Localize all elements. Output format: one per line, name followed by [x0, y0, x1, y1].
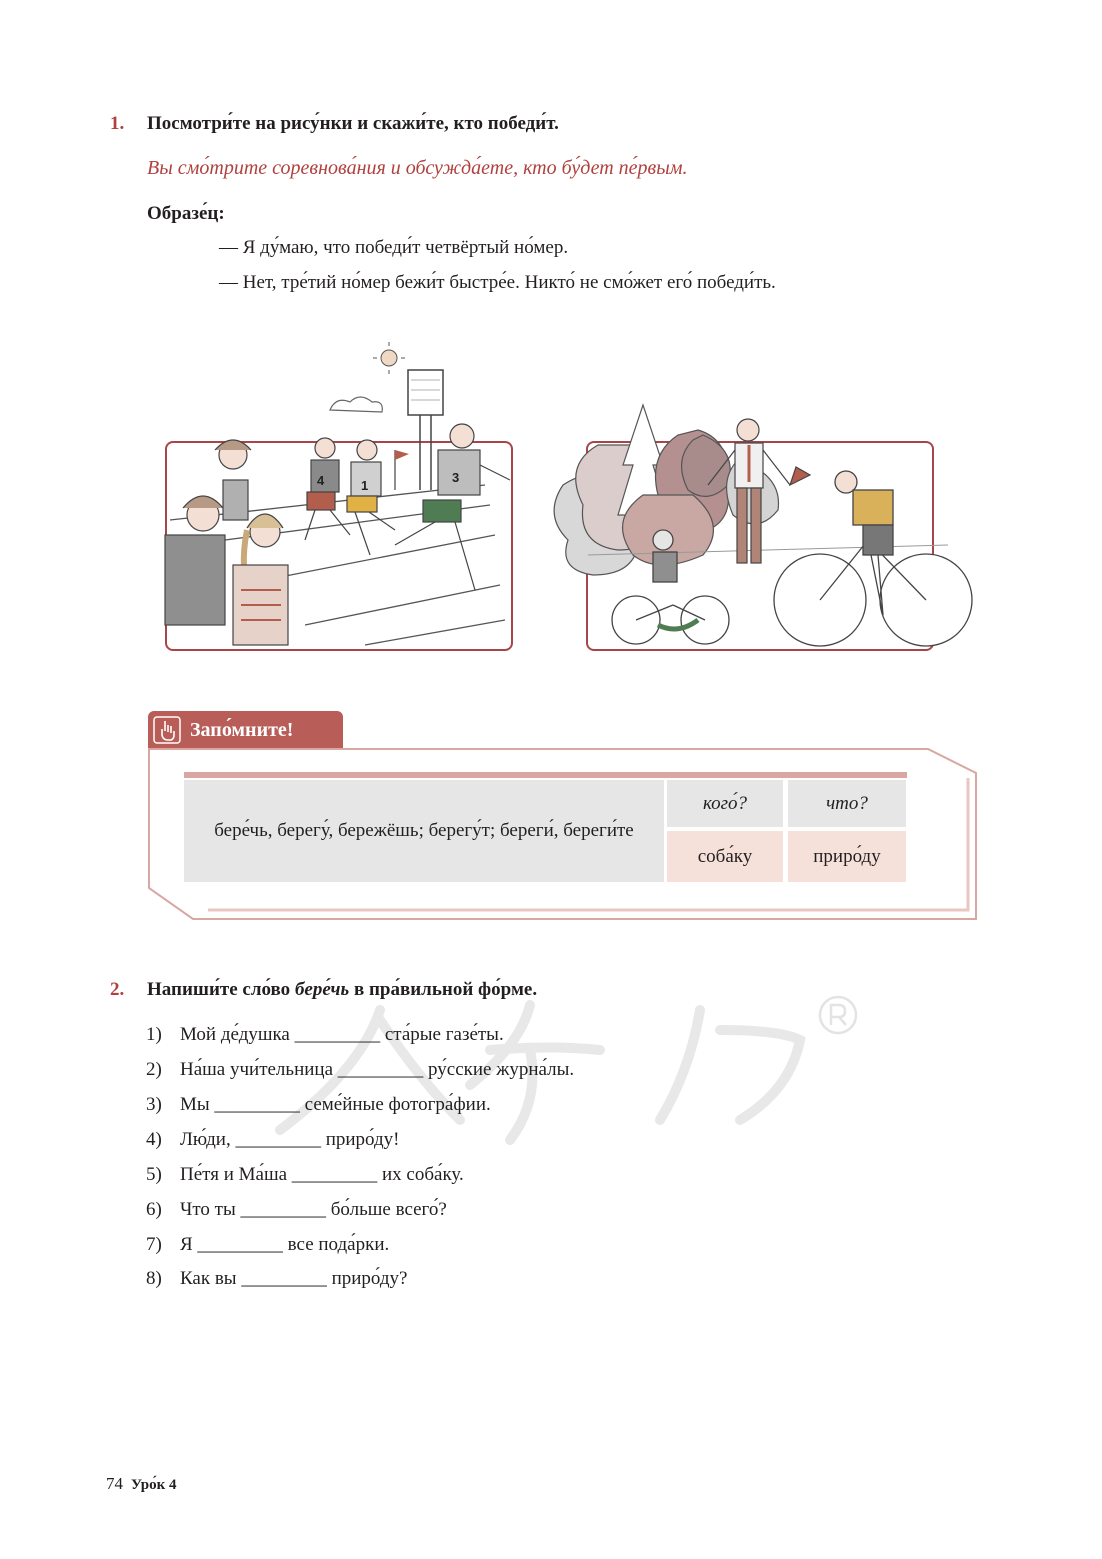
example-sobaku: соба́ку: [667, 831, 783, 882]
item-text: Как вы _________ приро́ду?: [180, 1268, 408, 1289]
list-item: [146, 1199, 447, 1221]
race-illustration: [155, 340, 515, 655]
item-text: Мой де́душка _________ ста́рые газе́ты.: [180, 1024, 504, 1045]
page-number: 74: [106, 1474, 123, 1493]
list-item: [146, 1268, 407, 1290]
list-item: [146, 1094, 491, 1116]
item-number: 1): [146, 1024, 162, 1045]
lesson-label: Уро́к 4: [131, 1477, 177, 1493]
item-number: 2): [146, 1059, 162, 1080]
list-item: [146, 1024, 504, 1046]
sample-label: Образе́ц:: [147, 203, 225, 224]
item-text: Что ты _________ бо́льше всего́?: [180, 1199, 447, 1220]
cycling-illustration: [528, 390, 978, 655]
dialogue-line-2: — Нет, тре́тий но́мер бежи́т быстре́е. Никто́ не смо́жет его́ победи́ть.: [219, 272, 776, 293]
exercise-2-title-word: бере́чь: [294, 979, 350, 1000]
remember-title: Запо́мните!: [190, 718, 294, 741]
item-text: Лю́ди, _________ приро́ду!: [180, 1129, 400, 1150]
item-text: Я _________ все пода́рки.: [180, 1234, 390, 1255]
list-item: [146, 1234, 389, 1256]
list-item: [146, 1164, 464, 1186]
exercise-1-situation: Вы смо́трите соревнова́ния и обсужда́ете, кто бу́дет пе́рвым.: [147, 157, 688, 179]
exercise-2-title-end: в пра́вильной фо́рме.: [349, 979, 538, 1000]
exercise-1-number: 1.: [110, 113, 125, 134]
item-text: На́ша учи́тельница _________ ру́сские журна́лы.: [180, 1059, 575, 1080]
header-kogo: кого́?: [667, 780, 783, 827]
pointing-hand-icon: [152, 715, 182, 745]
runner-number-4: 4: [317, 473, 325, 488]
item-number: 6): [146, 1199, 162, 1220]
verb-forms-cell: бере́чь, берегу́, бережёшь; берегу́т; береги́, береги́те: [184, 780, 664, 882]
item-text: Мы _________ семе́йные фотогра́фии.: [180, 1094, 491, 1115]
item-number: 3): [146, 1094, 162, 1115]
exercise-1-title: Посмотри́те на рису́нки и скажи́те, кто победи́т.: [147, 113, 559, 134]
runner-number-3: 3: [452, 470, 460, 485]
item-number: 4): [146, 1129, 162, 1150]
exercise-2-number: 2.: [110, 979, 125, 1000]
remember-tab: [148, 711, 343, 749]
item-number: 5): [146, 1164, 162, 1185]
exercise-2-title-start: Напиши́те сло́во: [147, 979, 295, 1000]
page-footer: [106, 1474, 177, 1494]
example-prirodu: приро́ду: [788, 831, 906, 882]
item-text: Пе́тя и Ма́ша _________ их соба́ку.: [180, 1164, 464, 1185]
header-chto: что?: [788, 780, 906, 827]
dialogue-line-1: — Я ду́маю, что победи́т четвёртый но́мер.: [219, 237, 569, 258]
runner-number-1: 1: [361, 478, 369, 493]
remember-table-top-bar: [184, 772, 907, 778]
list-item: [146, 1059, 574, 1081]
item-number: 7): [146, 1234, 162, 1255]
list-item: [146, 1129, 399, 1151]
item-number: 8): [146, 1268, 162, 1289]
